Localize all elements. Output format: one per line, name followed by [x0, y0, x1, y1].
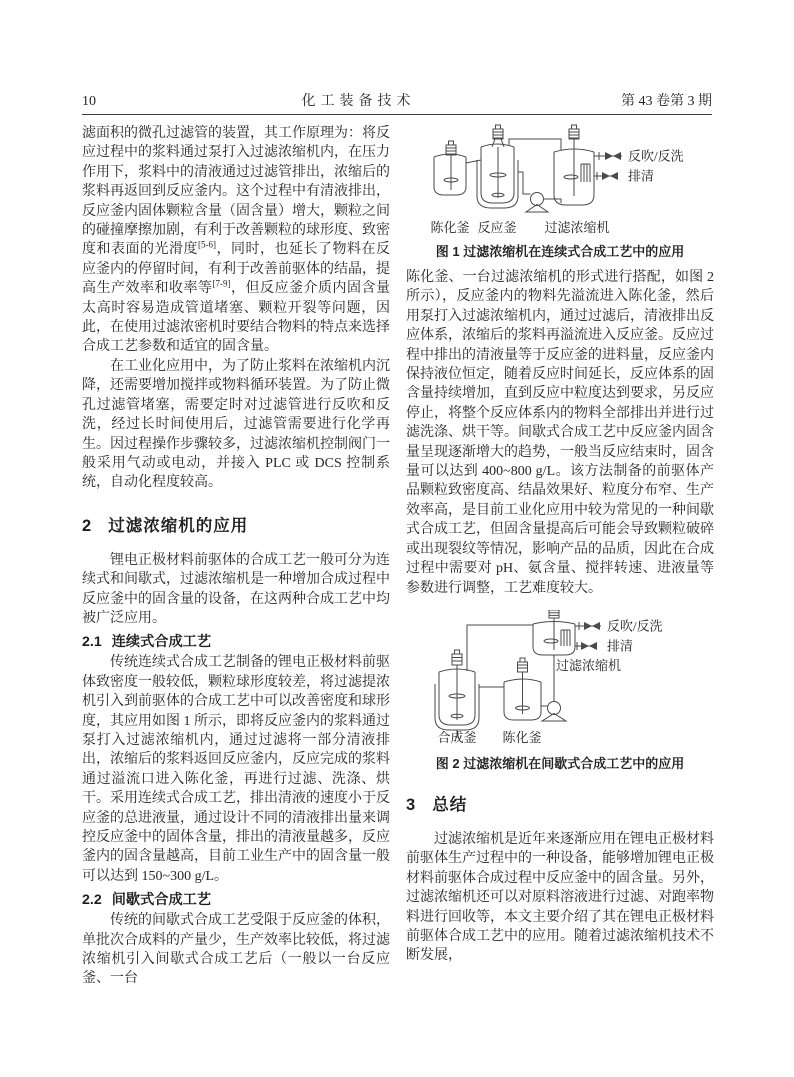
- motor-icon: [549, 610, 559, 618]
- motor-icon: [455, 650, 460, 654]
- filter-tubes-icon: [561, 630, 570, 646]
- page-header: [82, 88, 712, 115]
- agitator-blade: [564, 175, 578, 179]
- subsection-title: 间歇式合成工艺: [111, 892, 212, 909]
- aging-kettle-label: 陈化釜: [430, 220, 470, 235]
- return-pipe: [509, 139, 561, 150]
- discharge-pipe: [544, 199, 562, 203]
- issue-info: 第 43 卷第 3 期: [621, 94, 712, 109]
- subsection-title: 连续式合成工艺: [111, 634, 212, 651]
- filter-concentrator-label: 过滤浓缩机: [544, 220, 610, 235]
- paragraph-working-principle: [82, 124, 390, 357]
- section-heading-2: [82, 512, 390, 536]
- filter-concentrator-label: 过滤浓缩机: [556, 657, 622, 673]
- paragraph-batch-process: 传统的间歇式合成工艺受限于反应釜的体积，单批次合成料的产量少，生产效率比较低，将过滤浓缩机引入间歇式合成工艺后（一般以一台反应釜、一台: [82, 913, 390, 987]
- section-title: 过滤浓缩机的应用: [108, 516, 249, 535]
- paragraph-text: ，但反应釜介质内固含量太高时容易造成管道堵塞、颗粒开裂等问题，因此，在使用过滤浓密机时要结合物料的特点来选择合成工艺参数和适宜的固含量。: [82, 281, 390, 355]
- agitator-blade: [544, 639, 558, 643]
- paragraph-batch-process-continued: 陈化釜、一台过滤浓缩机的形式进行搭配，如图 2 所示），反应釜内的物料先溢流进入陈化釜，然后用泵打入过滤浓缩机内，通过过滤后，清液排出反应体系，浓缩后的浆料再溢流进入反应釜。反应过程中排出的清液量等于反应釜的进料量，反应釜内保持液位恒定，随着反应时间延长，反应体系的固含量持续增加，直到反应中粒度达到要求，另反应停止，将整个反应体系内的物料全部排出并进行过滤洗涤、烘干等。间歇式合成工艺中反应釜内固含量呈现逐渐增大的趋势，一般当反应结束时，固含量可以达到 400~800 g/L。该方法制备的前驱体产品颗粒致密度高、结晶效果好、粒度分布窄、生产效率高，是目前工业化应用中较为常见的一种间歇式合成工艺，但固含量提高后可能会导致颗粒破碎或出现裂纹等情况，影响产品的品质，因此在合成过程中需要对 pH、氨含量、搅拌转速、进液量等参数进行调整，工艺难度较大。: [406, 270, 714, 596]
- figure-2: [406, 610, 714, 772]
- overflow-pipe: [466, 160, 481, 163]
- paragraph-application-intro: 锂电正极材料前驱体的合成工艺一般可分为连续式和间歇式，过滤浓缩机是一种增加合成过程中反应釜中的固含量的设备，在这两种合成工艺中均被广泛应用。: [82, 552, 390, 626]
- subsection-heading-2-1: [82, 631, 390, 651]
- synthesis-kettle-label: 合成釜: [437, 729, 477, 745]
- aging-kettle-shape: [504, 658, 541, 720]
- citation-ref-5-6: [5-6]: [198, 239, 216, 250]
- pump-icon: [526, 193, 548, 213]
- valve-icon: [605, 152, 621, 160]
- subsection-number: 2.2: [82, 892, 102, 909]
- pump-icon: [542, 701, 566, 721]
- section-number: 3: [406, 795, 417, 814]
- section-number: 2: [82, 516, 93, 535]
- valve-icon: [584, 622, 600, 630]
- drain-label: 排清: [628, 168, 655, 184]
- journal-title: 化工装备技术: [301, 94, 416, 109]
- valve-icon: [581, 642, 597, 650]
- figure-2-caption: 图 2 过滤浓缩机在间歇式合成工艺中的应用: [435, 755, 685, 771]
- valve-icon: [602, 172, 618, 180]
- synthesis-kettle-shape: [435, 650, 479, 738]
- figure-1: [406, 120, 714, 260]
- filter-concentrator-shape: [554, 125, 594, 205]
- motor-icon: [520, 658, 525, 662]
- drain-label: 排清: [607, 638, 634, 654]
- backwash-line: [575, 618, 663, 633]
- motor-icon: [496, 125, 501, 129]
- section-title: 总结: [432, 795, 468, 814]
- paragraph-industrial-application: 在工业化应用中，为了防止浆料在浓缩机内沉降，还需要增加搅拌或物料循环装置。为了防止微孔过滤管堵塞，需要定时对过滤管进行反吹和反洗，经过长时间使用后，过滤管需要进行化学再生。因过程操作步骤较多，过滤浓缩机控制阀门一般采用气动或电动，并接入 PLC 或 DCS 控制系统，自动化程度较高。: [82, 358, 390, 491]
- subsection-number: 2.1: [82, 634, 102, 651]
- page-number: 10: [82, 94, 96, 109]
- filter-tubes-icon: [581, 164, 590, 182]
- suction-pipe: [518, 172, 531, 194]
- drain-line: [594, 169, 654, 184]
- motor-icon: [452, 654, 462, 665]
- subsection-heading-2-2: [82, 889, 390, 909]
- right-column: [406, 120, 714, 966]
- reactor-kettle-shape: [477, 125, 518, 208]
- paragraph-text: ，同时，也延长了物料在反应釜内的停留时间，有利于改善前驱体的结晶，提高生产效率和收率等: [82, 242, 390, 297]
- figure-1-caption: 图 1 过滤浓缩机在连续式合成工艺中的应用: [435, 244, 685, 259]
- motor-icon: [572, 125, 577, 129]
- paragraph-text: 滤面积的微孔过滤管的装置，其工作原理为：将反应过程中的浆料通过泵打入过滤浓缩机内，在压力作用下，浆料中的清液通过过滤管排出，浓缩后的浆料再返回到反应釜内。这个过程中有清液排出，反应釜内固体颗粒含量（固含量）增大，颗粒之间的碰撞摩擦加剧，有利于改善颗粒的球形度、致密度和表面的光滑度: [82, 126, 390, 258]
- motor-icon: [449, 141, 454, 145]
- backwash-line: [594, 149, 684, 164]
- aging-kettle-shape: [434, 141, 466, 195]
- figure-1-diagram: [409, 120, 711, 238]
- aging-kettle-label: 陈化釜: [502, 729, 542, 745]
- drain-line: [575, 638, 633, 653]
- return-pipe: [467, 625, 533, 671]
- feed-funnel-icon: [492, 139, 504, 147]
- citation-ref-7-9: [7-9]: [212, 278, 231, 289]
- reactor-label: 反应釜: [477, 220, 517, 235]
- backwash-label: 反吹/反洗: [628, 148, 684, 164]
- left-column: [82, 124, 390, 989]
- paragraph-summary: 过滤浓缩机是近年来逐渐应用在锂电正极材料前驱体生产过程中的一种设备，能够增加锂电正极材料前驱体合成过程中反应釜中的固含量。另外，过滤浓缩机还可以对原料溶液进行过滤、对跑率物料进行回收等，本文主要介绍了其在锂电正极材料前驱体合成工艺中的应用。随着过滤浓缩机技术不断发展，: [406, 831, 714, 964]
- paragraph-continuous-process: 传统连续式合成工艺制备的锂电正极材料前驱体致密度一般较低，颗粒球形度较差，将过滤提浓机引入到前驱体的合成工艺中可以改善密度和球形度，其应用如图 1 所示，即将反应釜内的浆料通过泵打入过滤浓缩机内，通过过滤将一部分清液排出，浓缩后的浆料返回反应釜内，反应完成的浆料通过溢流口进入陈化釜，再进行过滤、洗涤、烘干。采用连续式合成工艺，排出清液的速度小于反应釜的总进液量，通过设计不同的清液排出量来调控反应釜中的固体含量，排出的清液量越多，反应釜内的固含量越高，目前工业生产中的固含量一般可以达到 150~300 g/L。: [82, 655, 390, 884]
- figure-2-diagram: [409, 610, 711, 750]
- filter-concentrator-shape: [533, 610, 575, 655]
- backwash-label: 反吹/反洗: [607, 618, 663, 634]
- section-heading-3: [406, 791, 714, 815]
- motor-icon: [518, 662, 528, 672]
